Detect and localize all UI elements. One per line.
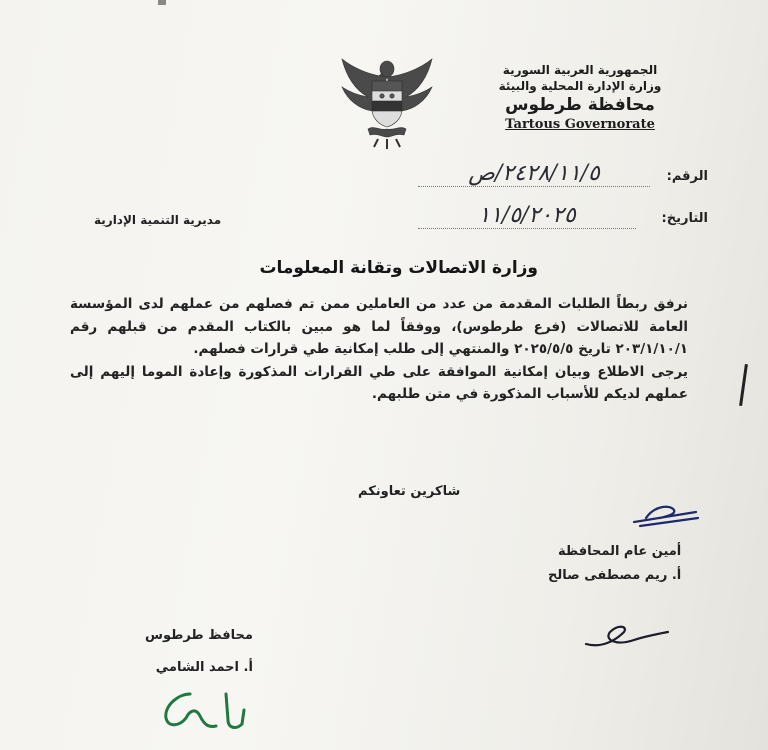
secretary-title: أمين عام المحافظة — [558, 544, 682, 559]
green-signature-icon — [156, 680, 276, 742]
secretary-signature-scribble — [630, 498, 700, 532]
ref-number-value: ٢٤٢٨/١١/٥/ص — [418, 161, 650, 187]
body-paragraph-2: يرجى الاطلاع وبيان إمكانية الموافقة على طي القرارات المذكورة وإعادة الموما إليهم إلى عملهم لديكم للأسباب المذكورة في متن طلبهم. — [70, 363, 688, 402]
secretary-signature — [580, 618, 672, 652]
syrian-eagle-emblem-icon — [338, 55, 436, 151]
republic-name: الجمهورية العربية السورية — [502, 63, 658, 77]
ref-date-label: التاريخ: — [661, 211, 708, 226]
margin-mark — [739, 364, 748, 406]
secretary-signature-block — [548, 540, 681, 588]
body-paragraph-1: نرفق ربطاً الطلبات المقدمة من عدد من العاملين ممن تم فصلهم من عملهم لدى المؤسسة العامة للاتصالات (فرع طرطوس)، ووفقاً لما هو مبين بالكتاب المقدم من قبلهم رقم ٢٠٣/١/١٠/١ تاريخ ٢٠٢٥/٥/٥ والمنتهي إلى طلب إمكانية طي قرارات فصلهم. — [70, 296, 688, 357]
governor-name: أ. احمد الشامي — [155, 660, 253, 675]
ministry-local-name: وزارة الإدارة المحلية والبيئة — [498, 79, 662, 93]
governorate-name-ar: محافظة طرطوس — [505, 95, 655, 115]
ref-number-row — [388, 161, 708, 191]
department-name: مديرية التنمية الإدارية — [94, 213, 222, 227]
secretary-name: أ. ريم مصطفى صالح — [548, 568, 682, 583]
ref-date-value: ١١/٥/٢٠٢٥ — [418, 203, 636, 229]
addressee: وزارة الاتصالات وتقانة المعلومات — [259, 258, 538, 278]
letter-body — [70, 293, 688, 406]
ref-number-label: الرقم: — [666, 169, 708, 184]
governor-title: محافظ طرطوس — [145, 628, 253, 643]
letterhead — [480, 62, 680, 134]
closing-line: شاكرين تعاونكم — [358, 484, 461, 499]
ref-date-row — [388, 203, 708, 233]
governor-signature-block — [145, 620, 253, 684]
governor-handwritten-initial — [156, 680, 276, 742]
handwritten-initial-text — [356, 680, 357, 681]
governorate-name-en: Tartous Governorate — [505, 117, 655, 132]
edge-mark — [158, 0, 166, 5]
